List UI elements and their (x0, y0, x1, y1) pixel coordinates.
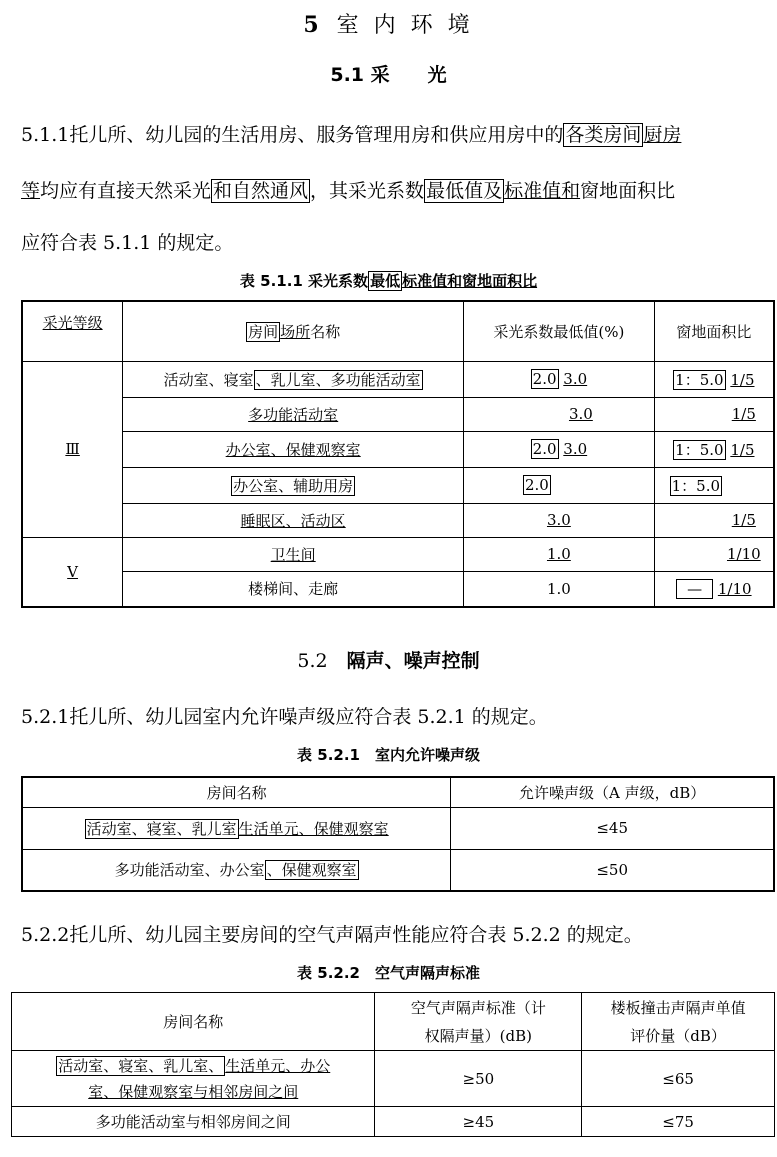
underlined-text: 卫生间 (270, 545, 316, 564)
underlined-text: 厨房 (643, 124, 682, 146)
noise-value: ≤50 (451, 849, 774, 891)
coefficient-cell (464, 361, 655, 397)
boxed-text: 房间 (248, 322, 279, 341)
header-noise-level: 允许噪声级（A 声级，dB） (451, 777, 774, 807)
ratio-cell (654, 571, 774, 607)
table-row (22, 467, 774, 503)
para-5-2-1 (21, 702, 548, 729)
table-header-row (12, 993, 775, 1051)
table-5-2-2 (11, 992, 775, 1137)
table-row (22, 537, 774, 571)
boxed-text: 2.0 (524, 476, 549, 494)
underlined-text: 1/10 (717, 579, 752, 598)
ratio-cell (654, 431, 774, 467)
table-row (22, 807, 774, 849)
boxed-text: 活动室、寝室、乳儿室 (86, 819, 237, 838)
airborne-value: ≥45 (375, 1107, 582, 1137)
chapter-number: 5 (303, 12, 323, 38)
header-room-name: 房间名称 (22, 777, 451, 807)
table-row (22, 361, 774, 397)
underlined-text: 1/5 (731, 511, 756, 529)
grade-v (22, 537, 123, 607)
underlined-text: 3.0 (568, 405, 593, 423)
underlined-text: 办公室、保健观察室 (225, 440, 361, 459)
boxed-text: 1：5.0 (675, 440, 724, 459)
room-name: 楼梯间、走廊 (123, 571, 464, 607)
cell-text: 多功能活动室、办公室 (114, 861, 265, 880)
room-name: 多功能活动室与相邻房间之间 (12, 1107, 375, 1137)
clause-5-1-1: 5.1.1 (21, 124, 70, 146)
underlined-text: 1/5 (730, 440, 755, 459)
underlined-text: 3.0 (563, 440, 588, 458)
header-text: 楼板撞击声隔声单值 (610, 998, 746, 1017)
underlined-text: 1/5 (731, 405, 756, 423)
coefficient-cell (464, 467, 655, 503)
boxed-text: 各类房间 (565, 124, 642, 146)
para-5-1-1-line2 (21, 176, 675, 203)
section-5-1-heading (0, 60, 777, 87)
table-row (22, 431, 774, 467)
para-text: 托儿所、幼儿园室内允许噪声级应符合表 5.2.1 的规定。 (69, 706, 548, 728)
header-text: 采光等级 (42, 314, 103, 332)
table-5-2-2-caption: 表 5.2.2 空气声隔声标准 (297, 964, 480, 982)
coefficient-cell (464, 503, 655, 537)
underlined-text: 室、保健观察室与相邻房间之间 (88, 1082, 299, 1101)
para-text: 均应有直接天然采光 (40, 180, 212, 202)
header-room-name: 房间名称 (12, 993, 375, 1051)
underlined-text: 3.0 (546, 511, 571, 529)
grade-iii (22, 361, 123, 537)
underlined-text: 生活单元、办公 (225, 1056, 331, 1075)
room-name (22, 807, 451, 849)
room-name (123, 537, 464, 571)
para-text: ，其采光系数 (310, 180, 425, 202)
grade-text: Ⅴ (67, 562, 79, 581)
header-text: 权隔声量）(dB) (424, 1026, 533, 1045)
para-5-1-1-line3: 应符合表 5.1.1 的规定。 (21, 232, 234, 254)
table-row (22, 571, 774, 607)
boxed-text: 、保健观察室 (266, 861, 357, 880)
grade-text: Ⅲ (65, 440, 80, 458)
airborne-value: ≥50 (375, 1051, 582, 1107)
section-5-2-heading (0, 646, 777, 673)
room-name (123, 467, 464, 503)
para-5-2-2 (21, 920, 643, 947)
header-impact (582, 993, 775, 1051)
boxed-text: 最低 (370, 272, 401, 290)
table-row (12, 1107, 775, 1137)
boxed-text: 1：5.0 (675, 370, 724, 389)
impact-value: ≤75 (582, 1107, 775, 1137)
boxed-text: — (676, 579, 713, 599)
section-5-2-number: 5.2 (297, 650, 328, 672)
underlined-text: 睡眠区、活动区 (240, 511, 346, 530)
header-text: 评价量（dB） (630, 1026, 726, 1045)
room-name (123, 431, 464, 467)
header-airborne (375, 993, 582, 1051)
cell-text: 活动室、寝室 (163, 370, 254, 389)
coefficient-cell (464, 397, 655, 431)
underlined-text: 1.0 (546, 545, 571, 563)
boxed-text: 、乳儿室、多功能活动室 (255, 370, 421, 389)
chapter-title: 室 内 环 境 (336, 13, 474, 38)
table-header-row (22, 777, 774, 807)
para-5-1-1-line1 (21, 120, 681, 147)
section-5-2-title: 隔声、噪声控制 (346, 650, 480, 672)
table-row (22, 397, 774, 431)
table-row (22, 849, 774, 891)
boxed-text: 活动室、寝室、乳儿室、 (58, 1056, 224, 1075)
header-grade (22, 301, 123, 361)
underlined-text: 生活单元、保健观察室 (238, 819, 389, 838)
room-name (123, 397, 464, 431)
ratio-cell (654, 503, 774, 537)
room-name (22, 849, 451, 891)
underlined-text: 等 (21, 180, 41, 202)
room-name (123, 503, 464, 537)
coefficient-cell (464, 431, 655, 467)
boxed-text: 最低值及 (426, 180, 503, 202)
table-header-row (22, 301, 774, 361)
header-window-ratio: 窗地面积比 (654, 301, 774, 361)
room-name (12, 1051, 375, 1107)
header-text: 空气声隔声标准（计 (410, 998, 546, 1017)
ratio-cell (654, 361, 774, 397)
underlined-text: 3.0 (563, 370, 588, 388)
table-5-2-1 (21, 776, 775, 892)
ratio-cell (654, 467, 774, 503)
coefficient-cell: 1.0 (464, 571, 655, 607)
para-text: 托儿所、幼儿园主要房间的空气声隔声性能应符合表 5.2.2 的规定。 (69, 924, 643, 946)
underlined-text: 场所 (280, 322, 311, 341)
room-name (123, 361, 464, 397)
clause-5-2-1: 5.2.1 (21, 706, 70, 728)
para-text: 托儿所、幼儿园的生活用房、服务管理用房和供应用房中的 (69, 124, 564, 146)
table-row (12, 1051, 775, 1107)
noise-value: ≤45 (451, 807, 774, 849)
underlined-text: 标准值和 (504, 180, 581, 202)
table-5-1-1-caption (0, 270, 777, 291)
section-5-1-title: 5.1 采 光 (330, 64, 447, 86)
boxed-text: 办公室、辅助用房 (233, 476, 354, 495)
table-5-2-1-caption: 表 5.2.1 室内允许噪声级 (297, 746, 480, 764)
underlined-text: 1/5 (730, 370, 755, 389)
boxed-text: 和自然通风 (213, 180, 309, 202)
clause-5-2-2: 5.2.2 (21, 924, 70, 946)
table-5-1-1 (21, 300, 775, 608)
table-row (22, 503, 774, 537)
boxed-text: 1：5.0 (671, 476, 721, 495)
underlined-text: 标准值和窗地面积比 (402, 272, 538, 290)
caption-text: 表 5.1.1 采光系数 (239, 272, 369, 290)
header-text: 名称 (310, 322, 341, 341)
impact-value: ≤65 (582, 1051, 775, 1107)
ratio-cell (654, 397, 774, 431)
chapter-heading (0, 8, 777, 39)
ratio-cell (654, 537, 774, 571)
boxed-text: 2.0 (532, 370, 557, 388)
header-coefficient: 采光系数最低值(%) (464, 301, 655, 361)
coefficient-cell (464, 537, 655, 571)
para-text: 窗地面积比 (580, 180, 676, 202)
underlined-text: 多功能活动室 (248, 405, 339, 424)
boxed-text: 2.0 (532, 440, 557, 458)
underlined-text: 1/10 (726, 545, 761, 563)
header-room-name (123, 301, 464, 361)
